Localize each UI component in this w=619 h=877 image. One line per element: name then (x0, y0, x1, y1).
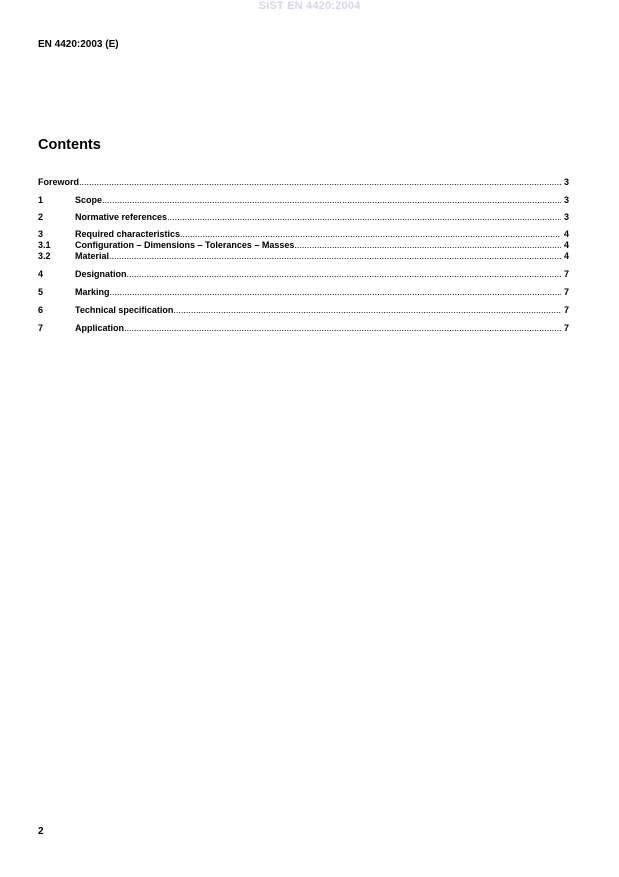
toc-item-technical-specification[interactable] (38, 305, 569, 316)
toc-item-number: 3 (38, 229, 44, 239)
toc-item-number: 2 (38, 212, 44, 222)
toc-item-number: 5 (38, 287, 44, 297)
toc-item-page: 3 (561, 195, 569, 206)
toc-item-page: 7 (561, 287, 569, 298)
document-id: EN 4420:2003 (E) (38, 39, 119, 50)
toc-item-title: Technical specification ..... (75, 305, 561, 315)
contents-heading: Contents (38, 137, 101, 153)
toc-item-title: Foreword ..... (38, 177, 561, 187)
toc-item-scope[interactable] (38, 195, 569, 206)
toc-item-page: 7 (561, 323, 569, 334)
toc-item-material[interactable] (38, 251, 569, 262)
toc-item-number: 3.1 (38, 240, 51, 250)
toc-item-foreword[interactable] (38, 177, 569, 188)
toc-item-title: Application ..... (75, 323, 561, 333)
toc-item-page: 4 (561, 251, 569, 262)
toc-item-required-characteristics[interactable] (38, 229, 569, 240)
toc-item-number: 6 (38, 305, 44, 315)
toc-item-title: Marking ..... (75, 287, 561, 297)
toc-item-title: Normative references ..... (75, 212, 561, 222)
table-of-contents (38, 177, 569, 334)
toc-item-title: Configuration – Dimensions – Tolerances – Masses ..... (75, 240, 561, 250)
toc-item-marking[interactable] (38, 287, 569, 298)
toc-item-title: Material ..... (75, 251, 561, 261)
page-number: 2 (38, 826, 44, 837)
toc-item-page: 4 (561, 240, 569, 251)
toc-item-title: Scope ..... (75, 195, 561, 205)
toc-item-page: 3 (561, 212, 569, 223)
toc-item-number: 4 (38, 269, 44, 279)
toc-item-page: 3 (561, 177, 569, 188)
toc-item-page: 4 (561, 229, 569, 240)
toc-item-title: Required characteristics ..... (75, 229, 561, 239)
toc-item-normative-references[interactable] (38, 212, 569, 223)
toc-item-title: Designation ..... (75, 269, 561, 279)
watermark: SIST EN 4420:2004 (258, 0, 361, 12)
toc-item-page: 7 (561, 305, 569, 316)
toc-item-designation[interactable] (38, 269, 569, 280)
toc-item-number: 7 (38, 323, 44, 333)
toc-item-configuration[interactable] (38, 240, 569, 251)
toc-item-number: 1 (38, 195, 44, 205)
toc-item-page: 7 (561, 269, 569, 280)
toc-item-application[interactable] (38, 323, 569, 334)
toc-item-number: 3.2 (38, 251, 51, 261)
